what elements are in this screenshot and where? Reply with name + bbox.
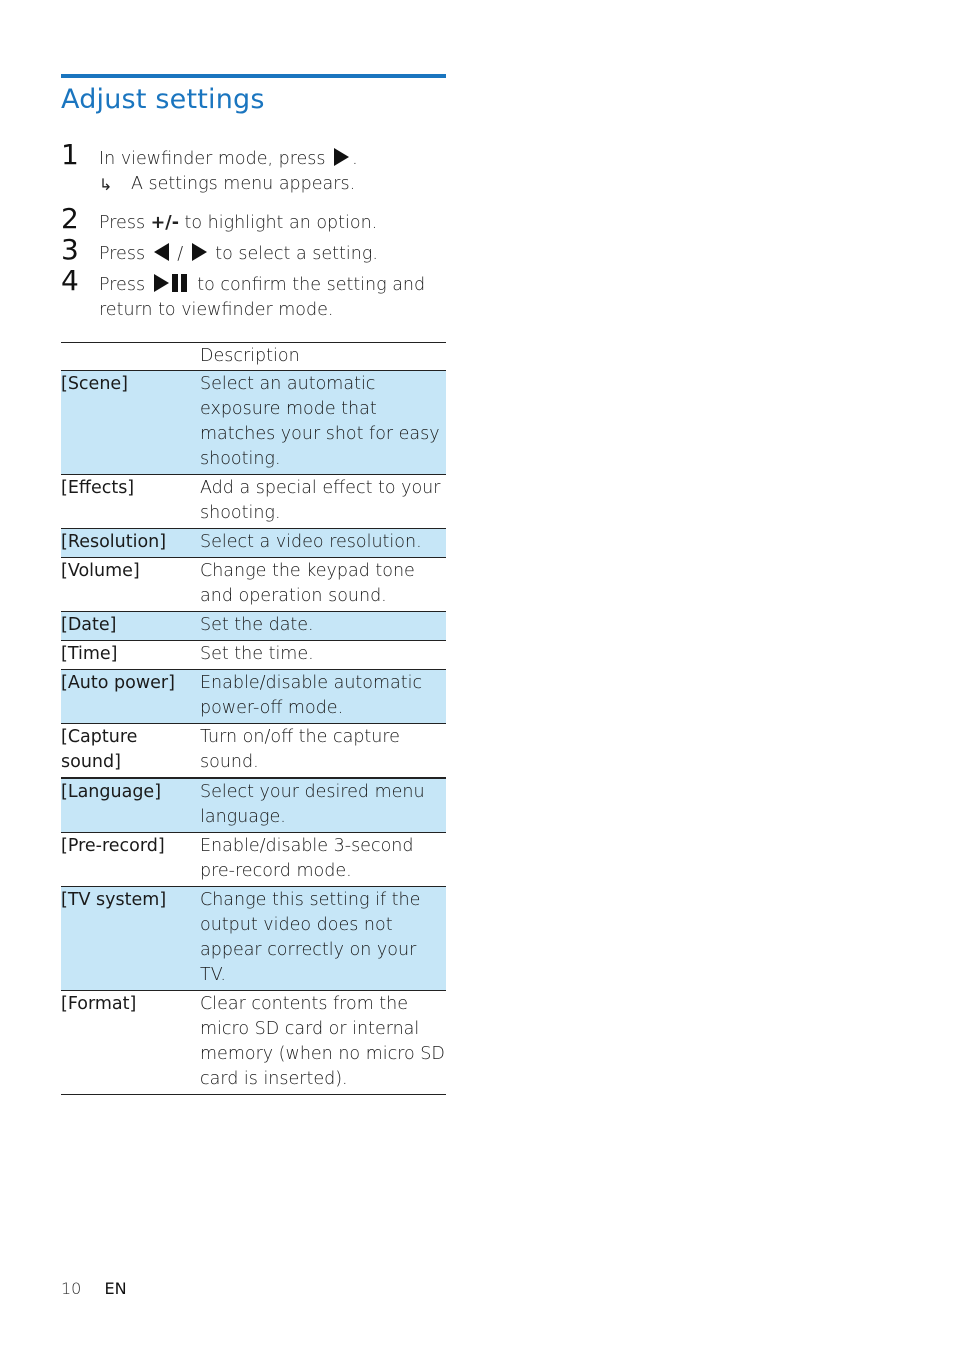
table-row xyxy=(61,641,446,670)
language-code: EN xyxy=(104,1279,127,1298)
setting-description: Enable/disable automatic power-off mode. xyxy=(200,670,446,724)
step-number: 3 xyxy=(61,233,79,266)
table-row xyxy=(61,833,446,887)
table-header-setting xyxy=(61,343,200,371)
table-row xyxy=(61,724,446,779)
step-number: 1 xyxy=(61,138,79,171)
table-row xyxy=(61,558,446,612)
step-number: 2 xyxy=(61,202,79,235)
setting-description: Select your desired menu language. xyxy=(200,778,446,833)
table-row xyxy=(61,475,446,529)
table-row xyxy=(61,670,446,724)
setting-name: [TV system] xyxy=(61,887,200,991)
step-text: In viewfinder mode, press . ↳ A settings menu appears. xyxy=(99,147,446,197)
setting-description: Enable/disable 3-second pre-record mode. xyxy=(200,833,446,887)
setting-name: [Scene] xyxy=(61,371,200,475)
page-number: 10 xyxy=(61,1279,82,1298)
setting-name: [Date] xyxy=(61,612,200,641)
setting-name: [Auto power] xyxy=(61,670,200,724)
table-row xyxy=(61,778,446,833)
setting-name: [Format] xyxy=(61,991,200,1095)
setting-name: [Effects] xyxy=(61,475,200,529)
plus-minus-key: +/- xyxy=(150,213,179,233)
settings-table xyxy=(61,342,446,1095)
result-arrow-icon: ↳ xyxy=(99,175,113,194)
setting-name: [Capture sound] xyxy=(61,724,200,779)
section-rule xyxy=(61,74,446,78)
setting-name: [Language] xyxy=(61,778,200,833)
section-title: Adjust settings xyxy=(61,84,265,115)
play-icon xyxy=(334,148,349,166)
table-row xyxy=(61,529,446,558)
setting-description: Add a special effect to your shooting. xyxy=(200,475,446,529)
setting-description: Set the time. xyxy=(200,641,446,670)
setting-description: Select a video resolution. xyxy=(200,529,446,558)
page-footer xyxy=(61,1279,127,1298)
setting-name: [Time] xyxy=(61,641,200,670)
table-header-description: Description xyxy=(200,343,446,371)
setting-description: Clear contents from the micro SD card or internal memory (when no micro SD card is inserted). xyxy=(200,991,446,1095)
setting-description: Set the date. xyxy=(200,612,446,641)
step-number: 4 xyxy=(61,264,79,297)
setting-description: Change the keypad tone and operation sound. xyxy=(200,558,446,612)
setting-description: Turn on/off the capture sound. xyxy=(200,724,446,779)
setting-name: [Resolution] xyxy=(61,529,200,558)
step-text: Press to confirm the setting and return to viewfinder mode. xyxy=(99,275,426,320)
setting-description: Change this setting if the output video does not appear correctly on your TV. xyxy=(200,887,446,991)
setting-description: Select an automatic exposure mode that matches your shot for easy shooting. xyxy=(200,371,446,475)
left-arrow-icon xyxy=(154,243,169,261)
pause-icon xyxy=(171,274,189,292)
step-result: ↳ A settings menu appears. xyxy=(99,172,446,197)
play-icon xyxy=(154,274,169,292)
table-row xyxy=(61,991,446,1095)
step-text: Press +/- to highlight an option. xyxy=(99,213,378,233)
table-row xyxy=(61,612,446,641)
table-header-row xyxy=(61,343,446,371)
setting-name: [Pre-record] xyxy=(61,833,200,887)
setting-name: [Volume] xyxy=(61,558,200,612)
table-row xyxy=(61,887,446,991)
step-text: Press / to select a setting. xyxy=(99,244,378,264)
play-icon xyxy=(192,243,207,261)
table-row xyxy=(61,371,446,475)
